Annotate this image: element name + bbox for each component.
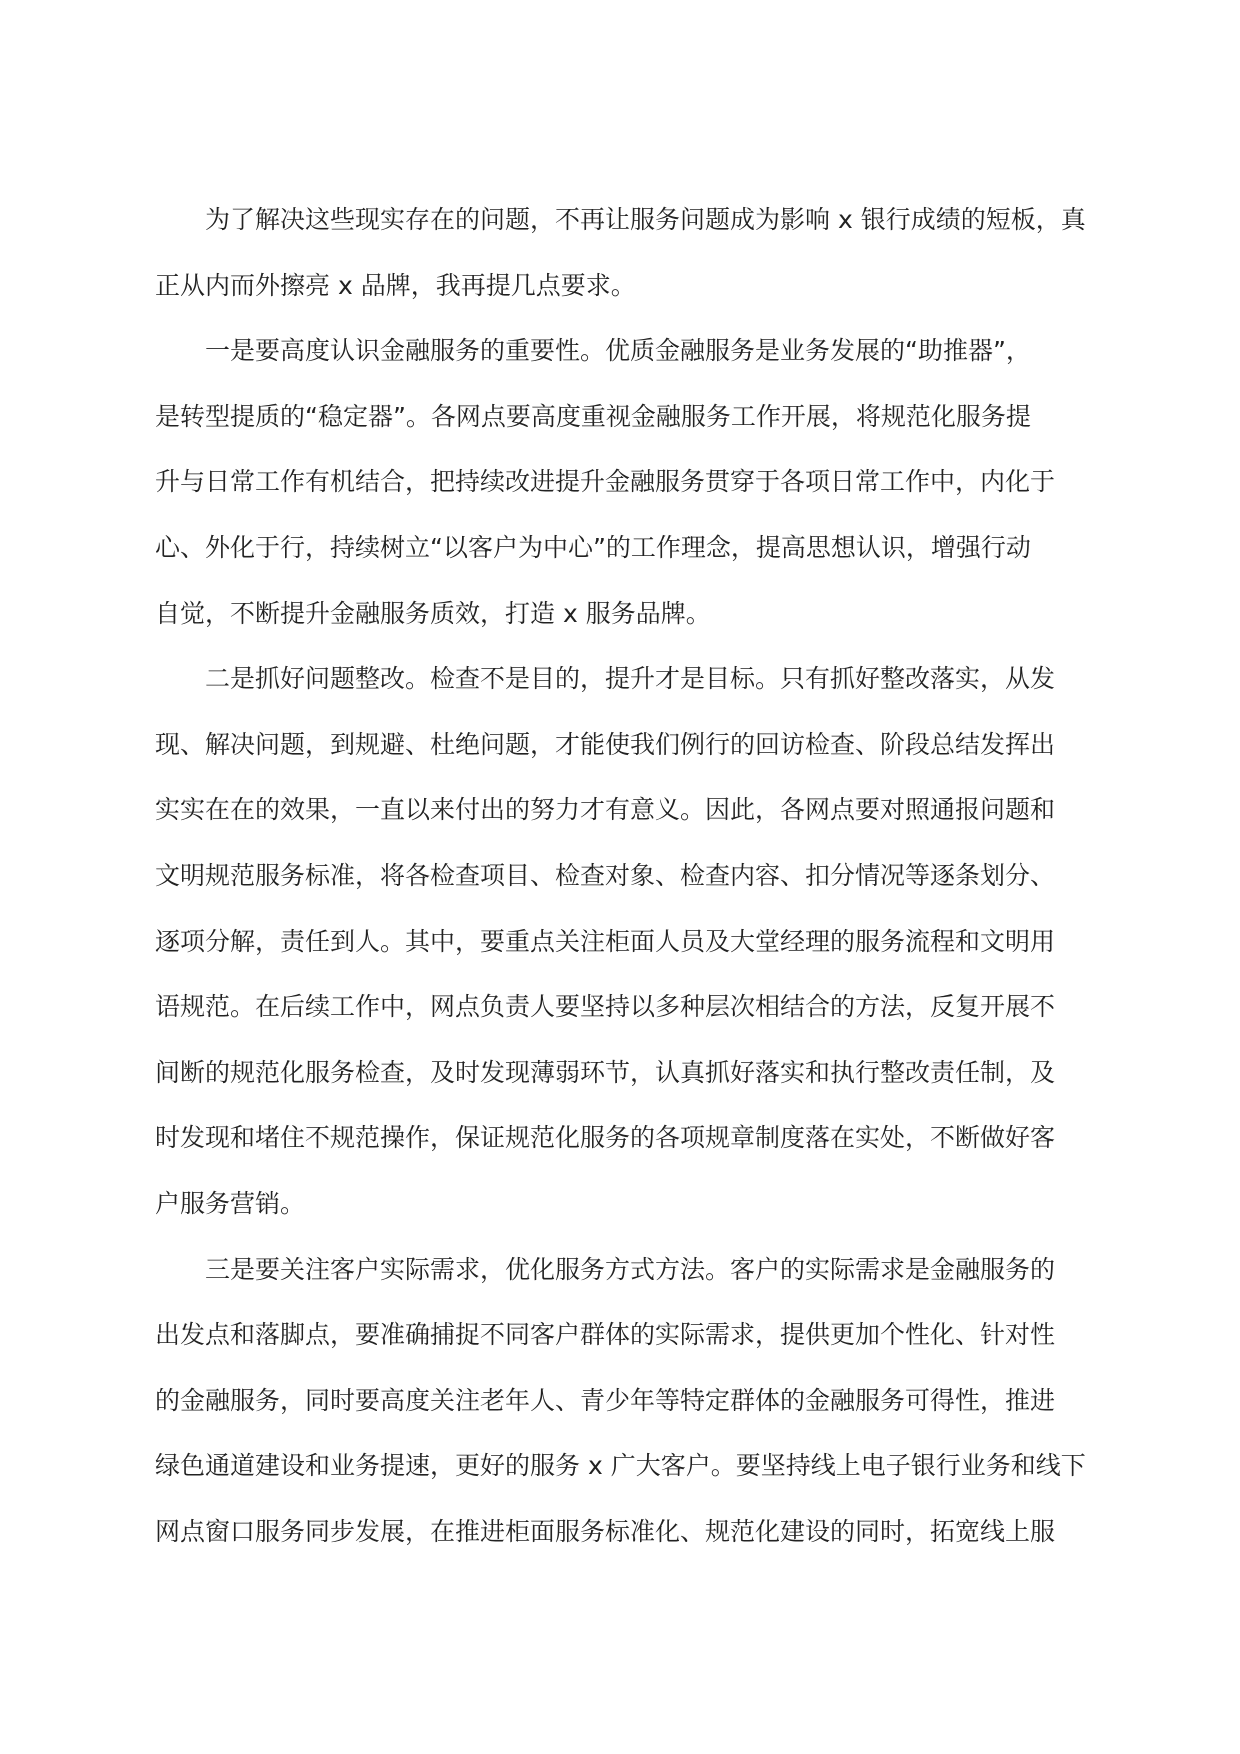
text-line: 文明规范服务标准，将各检查项目、检查对象、检查内容、扣分情况等逐条划分、 <box>155 860 1056 890</box>
text-line: 一是要高度认识金融服务的重要性。优质金融服务是业务发展的“助推器”， <box>205 336 1031 366</box>
document-body <box>155 187 1085 1564</box>
text-line: 间断的规范化服务检查，及时发现薄弱环节，认真抓好落实和执行整改责任制，及 <box>155 1057 1056 1087</box>
text-line: 网点窗口服务同步发展，在推进柜面服务标准化、规范化建设的同时，拓宽线上服 <box>155 1516 1056 1546</box>
text-line: 出发点和落脚点，要准确捕捉不同客户群体的实际需求，提供更加个性化、针对性 <box>155 1320 1056 1350</box>
text-line: 现、解决问题，到规避、杜绝问题，才能使我们例行的回访检查、阶段总结发挥出 <box>155 729 1056 759</box>
text-line: 逐项分解，责任到人。其中，要重点关注柜面人员及大堂经理的服务流程和文明用 <box>155 926 1056 956</box>
text-line: 绿色通道建设和业务提速，更好的服务 x 广大客户。要坚持线上电子银行业务和线下 <box>155 1451 1086 1481</box>
text-line: 是转型提质的“稳定器”。各网点要高度重视金融服务工作开展，将规范化服务提 <box>155 401 1031 431</box>
text-line: 心、外化于行，持续树立“以客户为中心”的工作理念，提高思想认识，增强行动 <box>155 532 1031 562</box>
text-line: 实实在在的效果，一直以来付出的努力才有意义。因此，各网点要对照通报问题和 <box>155 795 1056 825</box>
text-line: 语规范。在后续工作中，网点负责人要坚持以多种层次相结合的方法，反复开展不 <box>155 992 1056 1022</box>
text-line: 户服务营销。 <box>155 1188 306 1218</box>
text-line: 二是抓好问题整改。检查不是目的，提升才是目标。只有抓好整改落实，从发 <box>205 664 1056 694</box>
text-line: 时发现和堵住不规范操作，保证规范化服务的各项规章制度落在实处，不断做好客 <box>155 1123 1056 1153</box>
text-line: 升与日常工作有机结合，把持续改进提升金融服务贯穿于各项日常工作中，内化于 <box>155 467 1056 497</box>
text-line: 为了解决这些现实存在的问题，不再让服务问题成为影响 x 银行成绩的短板，真 <box>205 205 1086 234</box>
text-line: 正从内而外擦亮 x 品牌，我再提几点要求。 <box>155 270 636 300</box>
text-line: 的金融服务，同时要高度关注老年人、青少年等特定群体的金融服务可得性，推进 <box>155 1385 1056 1415</box>
text-line: 自觉，不断提升金融服务质效，打造 x 服务品牌。 <box>155 598 711 628</box>
text-line: 三是要关注客户实际需求，优化服务方式方法。客户的实际需求是金融服务的 <box>205 1254 1056 1284</box>
